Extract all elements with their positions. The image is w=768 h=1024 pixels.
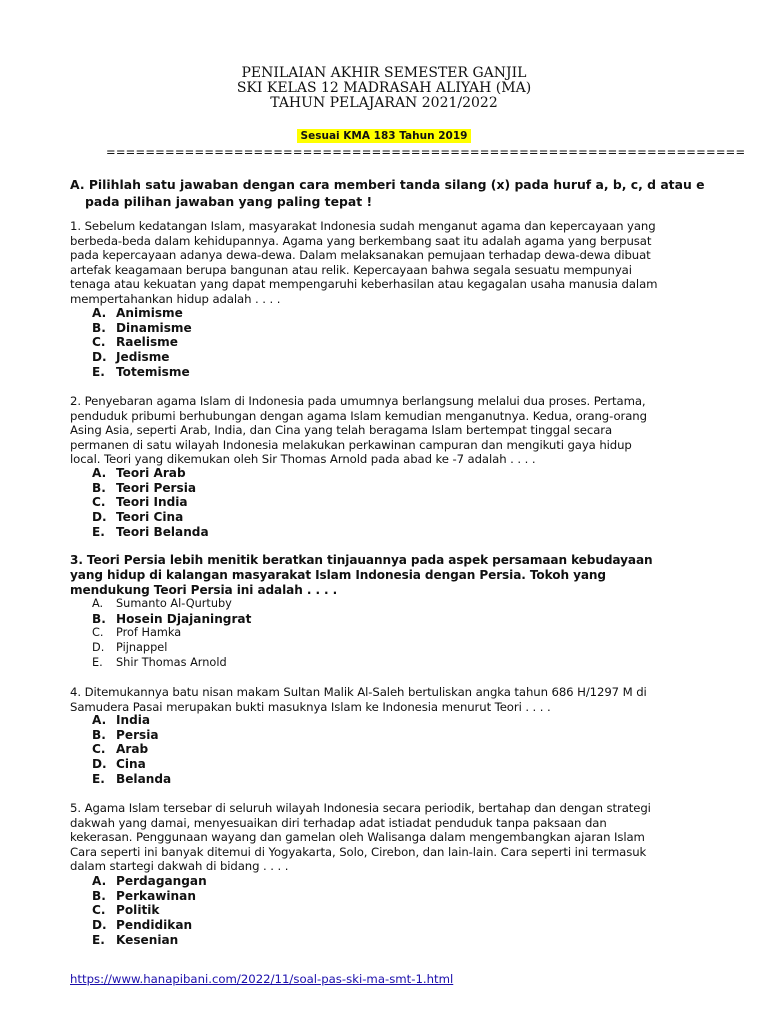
option-b[interactable]: B. Persia	[92, 727, 159, 742]
option-b[interactable]: B. Hosein Djajaningrat	[92, 611, 252, 626]
kma-badge: Sesuai KMA 183 Tahun 2019	[297, 129, 472, 143]
option-c[interactable]: C. Teori India	[92, 495, 188, 510]
question-line: penduduk pribumi berhubungan dengan agama Islam kemudian menganutnya. Kedua, orang-orang	[70, 408, 647, 423]
question-5	[70, 801, 720, 874]
option-c[interactable]: C. Prof Hamka	[92, 626, 182, 640]
option-a[interactable]: A. Animisme	[92, 306, 183, 320]
exam-title-line-3: TAHUN PELAJARAN 2021/2022	[270, 95, 498, 111]
option-e[interactable]: E. Kesenian	[92, 932, 179, 947]
question-line: tenaga atau kekuatan yang dapat mempengaruhi keberhasilan atau kegagalan usaha manusia dalam	[70, 277, 658, 292]
instruction-line-2: pada pilihan jawaban yang paling tepat !	[85, 194, 373, 209]
option-e[interactable]: E. Totemisme	[92, 364, 190, 379]
question-line: dalam startegi dakwah di bidang . . . .	[70, 859, 289, 874]
option-c[interactable]: C. Arab	[92, 742, 149, 757]
question-line: local. Teori yang dikemukan oleh Sir Thomas Arnold pada abad ke -7 adalah . . . .	[70, 452, 536, 467]
option-d[interactable]: D. Pendidikan	[92, 918, 193, 933]
question-line: 2. Penyebaran agama Islam di Indonesia pada umumnya berlangsung melalui dua proses. Pertama,	[70, 394, 646, 408]
option-a[interactable]: A. Sumanto Al-Qurtuby	[92, 597, 232, 610]
question-5-options	[92, 874, 492, 948]
question-line: mempertahankan hidup adalah . . . .	[70, 291, 281, 306]
exam-title-line-2: SKI KELAS 12 MADRASAH ALIYAH (MA)	[236, 80, 532, 96]
question-line: dakwah yang damai, menyesuaikan diri terhadap adat istiadat penduduk tanpa paksaan dan	[70, 815, 607, 830]
question-line: 3. Teori Persia lebih menitik beratkan tinjauannya pada aspek persamaan kebudayaan	[70, 553, 653, 567]
option-c[interactable]: C. Raelisme	[92, 335, 178, 350]
question-line: mendukung Teori Persia ini adalah . . . .	[70, 583, 338, 597]
kma-badge-wrap	[0, 124, 768, 143]
divider-line: =================================================================	[106, 145, 746, 159]
option-a[interactable]: A. India	[92, 713, 151, 727]
question-2	[70, 394, 720, 467]
question-line: 5. Agama Islam tersebar di seluruh wilayah Indonesia secara periodik, bertahap dan dengan strategi	[70, 801, 651, 815]
source-link[interactable]: https://www.hanapibani.com/2022/11/soal-pas-ski-ma-smt-1.html	[70, 972, 454, 986]
option-b[interactable]: B. Teori Persia	[92, 480, 197, 495]
question-line: pada kepercayaan adanya dewa-dewa. Dalam melaksanakan pemujaan terhadap dewa-dewa dibuat	[70, 248, 651, 263]
question-3	[70, 553, 720, 598]
option-e[interactable]: E. Shir Thomas Arnold	[92, 655, 227, 669]
question-line: permanen di satu wilayah Indonesia melakukan perkawinan campuran dan mengikuti gaya hidup	[70, 437, 632, 452]
option-e[interactable]: E. Teori Belanda	[92, 524, 209, 539]
option-a[interactable]: A. Teori Arab	[92, 466, 186, 480]
option-d[interactable]: D. Pijnappel	[92, 641, 168, 655]
question-4-options	[92, 713, 492, 787]
question-line: Asing Asia, seperti Arab, India, dan Cina yang telah beragama Islam bertempat tinggal secara	[70, 423, 613, 438]
question-line: Cara seperti ini banyak ditemui di Yogyakarta, Solo, Cirebon, dan lain-lain. Cara seperti ini termasuk	[70, 844, 647, 859]
section-a-instruction	[70, 176, 710, 210]
question-line: berbeda-beda dalam kehidupannya. Agama yang berkembang saat itu adalah agama yang berpusat	[70, 233, 652, 248]
question-line: yang hidup di kalangan masyarakat Islam Indonesia dengan Persia. Tokoh yang	[70, 568, 606, 582]
question-line: 1. Sebelum kedatangan Islam, masyarakat Indonesia sudah menganut agama dan kepercayaan yang	[70, 219, 656, 233]
option-d[interactable]: D. Teori Cina	[92, 510, 184, 525]
option-b[interactable]: B. Dinamisme	[92, 320, 192, 335]
question-4	[70, 685, 720, 714]
option-a[interactable]: A. Perdagangan	[92, 874, 207, 888]
question-1	[70, 219, 720, 307]
option-b[interactable]: B. Perkawinan	[92, 888, 196, 903]
question-2-options	[92, 466, 492, 540]
question-1-options	[92, 306, 492, 380]
option-c[interactable]: C. Politik	[92, 903, 160, 918]
question-line: artefak keagamaan berupa bangunan atau relik. Kepercayaan bahwa segala sesuatu mempunyai	[70, 262, 632, 277]
question-3-options	[92, 597, 492, 671]
question-line: Samudera Pasai merupakan bukti masuknya Islam ke Indonesia menurut Teori . . . .	[70, 699, 551, 714]
exam-title-line-1: PENILAIAN AKHIR SEMESTER GANJIL	[241, 65, 527, 81]
option-e[interactable]: E. Belanda	[92, 771, 172, 786]
option-d[interactable]: D. Jedisme	[92, 350, 170, 365]
question-line: kekerasan. Penggunaan wayang dan gamelan oleh Walisanga dalam mengembangkan ajaran Islam	[70, 830, 645, 845]
question-line: 4. Ditemukannya batu nisan makam Sultan Malik Al-Saleh bertuliskan angka tahun 686 H/1297 M di	[70, 685, 647, 699]
instruction-line-1: A. Pilihlah satu jawaban dengan cara memberi tanda silang (x) pada huruf a, b, c, d atau e	[70, 177, 705, 192]
option-d[interactable]: D. Cina	[92, 757, 146, 772]
